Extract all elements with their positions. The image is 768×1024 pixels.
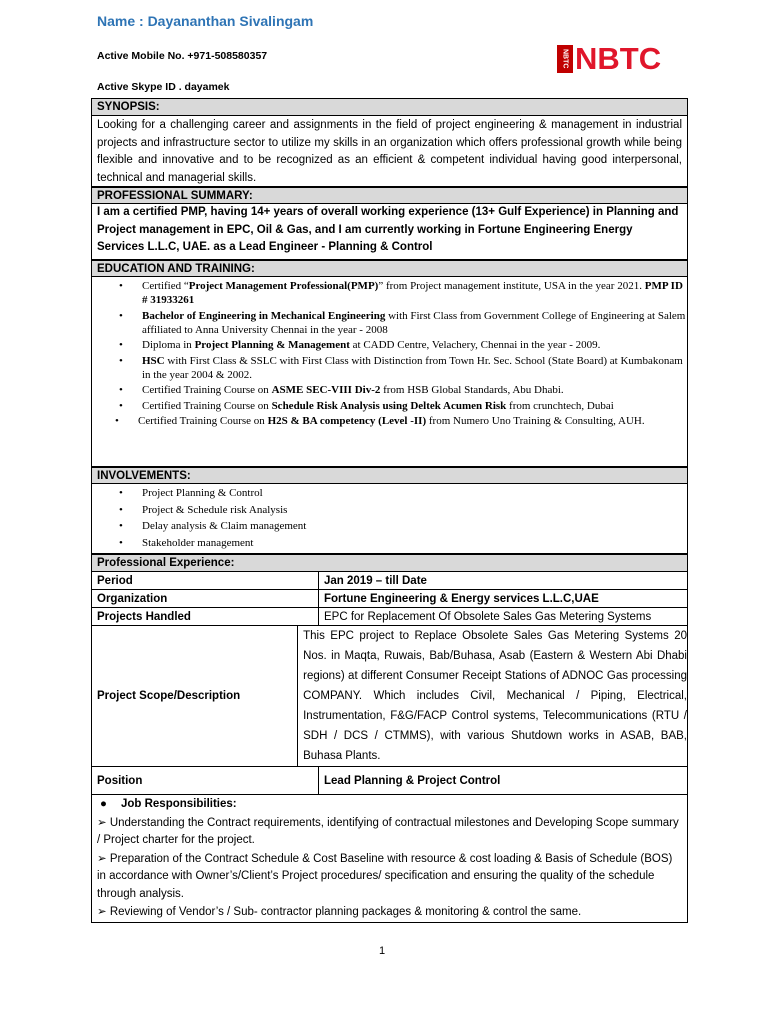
table-row	[91, 590, 688, 608]
list-item: • Project & Schedule risk Analysis	[142, 503, 687, 518]
responsibilities-title: ● Job Responsibilities:	[100, 798, 237, 810]
involvements-title: INVOLVEMENTS:	[92, 467, 687, 484]
bullet-icon: ●	[100, 798, 107, 810]
education-section	[91, 260, 688, 467]
involvements-list	[92, 486, 687, 551]
responsibility-item: ➢ Reviewing of Vendor’s / Sub- contractor planning packages & monitoring & control the same.	[97, 906, 582, 918]
projects-value: EPC for Replacement Of Obsolete Sales Gas Metering Systems	[324, 610, 652, 623]
period-value: Jan 2019 – till Date	[324, 574, 427, 587]
nbtc-logo	[557, 41, 662, 76]
responsibility-item: ➢ Preparation of the Contract Schedule & Cost Baseline with resource & cost loading & Basis of Schedule (BOS) in accordance with Owner’s/Client’s Project procedures/ specification and ensuring the quality of the schedule through analysis.	[97, 852, 673, 900]
page-number: 1	[379, 945, 386, 957]
list-item: • Delay analysis & Claim management	[142, 519, 687, 534]
list-item: • Bachelor of Engineering in Mechanical Engineering with First Class from Government College of Engineering at Salem affiliated to Anna University Chennai in the year - 2008	[142, 309, 687, 337]
synopsis-title: SYNOPSIS:	[92, 99, 687, 116]
position-value: Lead Planning & Project Control	[324, 774, 501, 787]
education-title: EDUCATION AND TRAINING:	[92, 260, 687, 277]
education-list	[92, 279, 687, 428]
responsibilities-section	[91, 795, 688, 923]
scope-value: This EPC project to Replace Obsolete Sales Gas Metering Systems 20 Nos. in Maqta, Ruwais, Bab/Buhasa, Asab (Eastern & Western Abi Dhabi regions) at different Consumer Receipt Stations of ADNOC Gas processing COMPANY. Which includes Civil, Mechanical / Piping, Electrical, Instrumentation, F&G/FACP Control systems, Telecommunications (RTU / SDH / DCS / CTMMS), with various Shutdown works in ASAB, BAB, Buhasa Plants.	[303, 630, 687, 762]
list-item: • Certified “Project Management Professional(PMP)” from Project management institute, USA in the year 2021. PMP ID # 31933261	[142, 279, 687, 307]
summary-section	[91, 187, 688, 260]
organization-value: Fortune Engineering & Energy services L.L.C,UAE	[324, 592, 599, 605]
scope-label: Project Scope/Description	[92, 626, 298, 766]
table-row	[91, 571, 688, 590]
synopsis-text: Looking for a challenging career and assignments in the field of project engineering & management in industrial projects and infrastructure sector to utilize my skills in an organization which offers professional growth while being flexible and innovative and to be recognized as an efficient & competent individual having good interpersonal, technical and managerial skills.	[97, 119, 682, 184]
list-item: • Diploma in Project Planning & Management at CADD Centre, Velachery, Chennai in the year - 2009.	[142, 338, 687, 352]
synopsis-section	[91, 98, 688, 187]
mobile-number: Active Mobile No. +971-508580357	[97, 50, 268, 62]
list-item: • Certified Training Course on ASME SEC-VIII Div-2 from HSB Global Standards, Abu Dhabi.	[142, 383, 687, 397]
table-row	[91, 626, 688, 767]
list-item: • Project Planning & Control	[142, 486, 687, 501]
skype-id: Active Skype ID . dayamek	[97, 81, 230, 93]
organization-label: Organization	[92, 590, 319, 607]
table-row	[91, 608, 688, 626]
logo-text: NBTC	[575, 41, 662, 76]
table-row	[91, 767, 688, 795]
involvements-section	[91, 467, 688, 554]
period-label: Period	[92, 572, 319, 589]
list-item: • Certified Training Course on Schedule Risk Analysis using Deltek Acumen Risk from crunchtech, Dubai	[142, 399, 687, 413]
position-label: Position	[92, 767, 319, 794]
list-item: • Stakeholder management	[142, 536, 687, 551]
summary-title: PROFESSIONAL SUMMARY:	[92, 187, 687, 204]
logo-mark-icon: NBTC	[557, 45, 573, 73]
candidate-name: Name : Dayananthan Sivalingam	[97, 13, 314, 29]
summary-text: I am a certified PMP, having 14+ years of overall working experience (13+ Gulf Experience) in Planning and Project management in EPC, Oil & Gas, and I am currently working in Fortune Engineering Energy Services L.L.C, UAE. as a Lead Engineer - Planning & Control	[97, 206, 679, 253]
list-item: • Certified Training Course on H2S & BA competency (Level -II) from Numero Uno Training & Consulting, AUH.	[138, 414, 687, 428]
responsibility-item: ➢ Understanding the Contract requirements, identifying of contractual milestones and Developing Scope summary / Project charter for the project.	[97, 816, 679, 846]
projects-label: Projects Handled	[92, 608, 319, 625]
list-item: • HSC with First Class & SSLC with First Class with Distinction from Town Hr. Sec. School (State Board) at Kumbakonam in the year 2004 & 2002.	[142, 354, 687, 382]
experience-title: Professional Experience:	[92, 554, 687, 571]
experience-section	[91, 554, 688, 572]
